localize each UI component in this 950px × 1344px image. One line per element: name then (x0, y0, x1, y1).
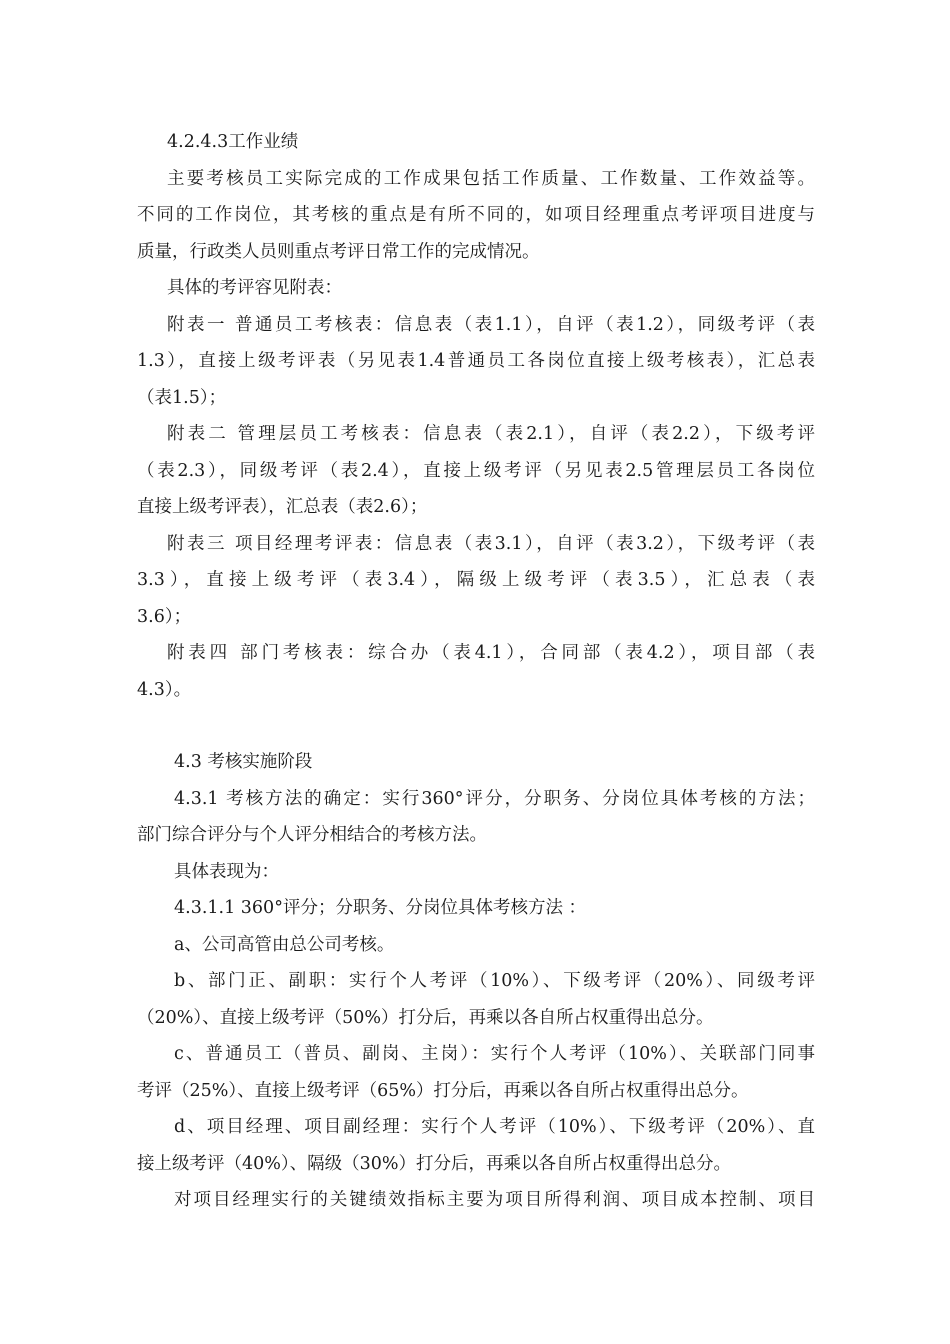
text-line: 4.3）。 (137, 679, 192, 700)
text-line: 附表二 管理层员工考核表：信息表（表2.1），自评（表2.2），下级考评 (167, 424, 815, 444)
section-spacer (137, 708, 815, 744)
text-line: 不同的工作岗位，其考核的重点是有所不同的，如项目经理重点考评项目进度与 (137, 205, 815, 225)
item-a: a、公司高管由总公司考核。 (174, 934, 395, 955)
paragraph-kpi: 对项目经理实行的关键绩效指标主要为项目所得利润、项目成本控制、项目 (174, 1190, 815, 1210)
text-line: 部门综合评分与个人评分相结合的考核方法。 (137, 825, 487, 845)
appendix-4 (137, 635, 815, 708)
section-heading-4243: 4.2.4.3工作业绩 (167, 132, 299, 152)
item-c (137, 1036, 815, 1109)
text-line: 3.6）； (137, 606, 192, 627)
text-line: b、部门正、副职：实行个人考评（10%）、下级考评（20%）、同级考评 (174, 971, 815, 991)
text-line: 附表一 普通员工考核表：信息表（表1.1），自评（表1.2），同级考评（表 (167, 314, 815, 335)
text-line: 附表四 部门考核表：综合办（表4.1），合同部（表4.2），项目部（表 (167, 643, 815, 663)
text-line: 附表三 项目经理考评表：信息表（表3.1），自评（表3.2），下级考评（表 (167, 533, 815, 554)
paragraph-431 (137, 781, 815, 854)
text-line: 1.3），直接上级考评表（另见表1.4普通员工各岗位直接上级考核表），汇总表 (137, 351, 815, 371)
text-line: 3.3），直接上级考评（表3.4），隔级上级考评（表3.5），汇总表（表 (137, 570, 815, 590)
text-line: （20%）、直接上级考评（50%）打分后，再乘以各自所占权重得出总分。 (137, 1007, 714, 1028)
appendix-2 (137, 416, 815, 526)
text-line: 4.3.1 考核方法的确定：实行360°评分，分职务、分岗位具体考核的方法； (174, 788, 815, 809)
text-line: d、项目经理、项目副经理：实行个人考评（10%）、下级考评（20%）、直 (174, 1117, 815, 1137)
document-body (137, 124, 815, 1219)
text-line: 接上级考评（40%）、隔级（30%）打分后，再乘以各自所占权重得出总分。 (137, 1153, 732, 1174)
paragraph-work-performance (137, 161, 815, 271)
paragraph-specific: 具体表现为： (174, 861, 279, 882)
appendix-3 (137, 526, 815, 636)
text-line: （表2.3），同级考评（表2.4），直接上级考评（另见表2.5管理层员工各岗位 (137, 460, 815, 481)
text-line: 直接上级考评表），汇总表（表2.6）； (137, 497, 428, 517)
section-heading-43: 4.3 考核实施阶段 (174, 752, 313, 772)
section-heading-4311: 4.3.1.1 360°评分；分职务、分岗位具体考核方法 ： (174, 898, 587, 918)
text-line: c、普通员工（普员、副岗、主岗）：实行个人考评（10%）、关联部门同事 (174, 1044, 815, 1064)
item-b (137, 963, 815, 1036)
item-d (137, 1109, 815, 1182)
text-line: （表1.5）； (137, 387, 227, 408)
text-line: 质量，行政类人员则重点考评日常工作的完成情况。 (137, 241, 540, 262)
text-line: 主要考核员工实际完成的工作成果包括工作质量、工作数量、工作效益等。 (167, 168, 815, 189)
text-line: 考评（25%）、直接上级考评（65%）打分后，再乘以各自所占权重得出总分。 (137, 1080, 749, 1101)
paragraph-see-appendix: 具体的考评容见附表： (167, 278, 342, 298)
appendix-1 (137, 307, 815, 417)
